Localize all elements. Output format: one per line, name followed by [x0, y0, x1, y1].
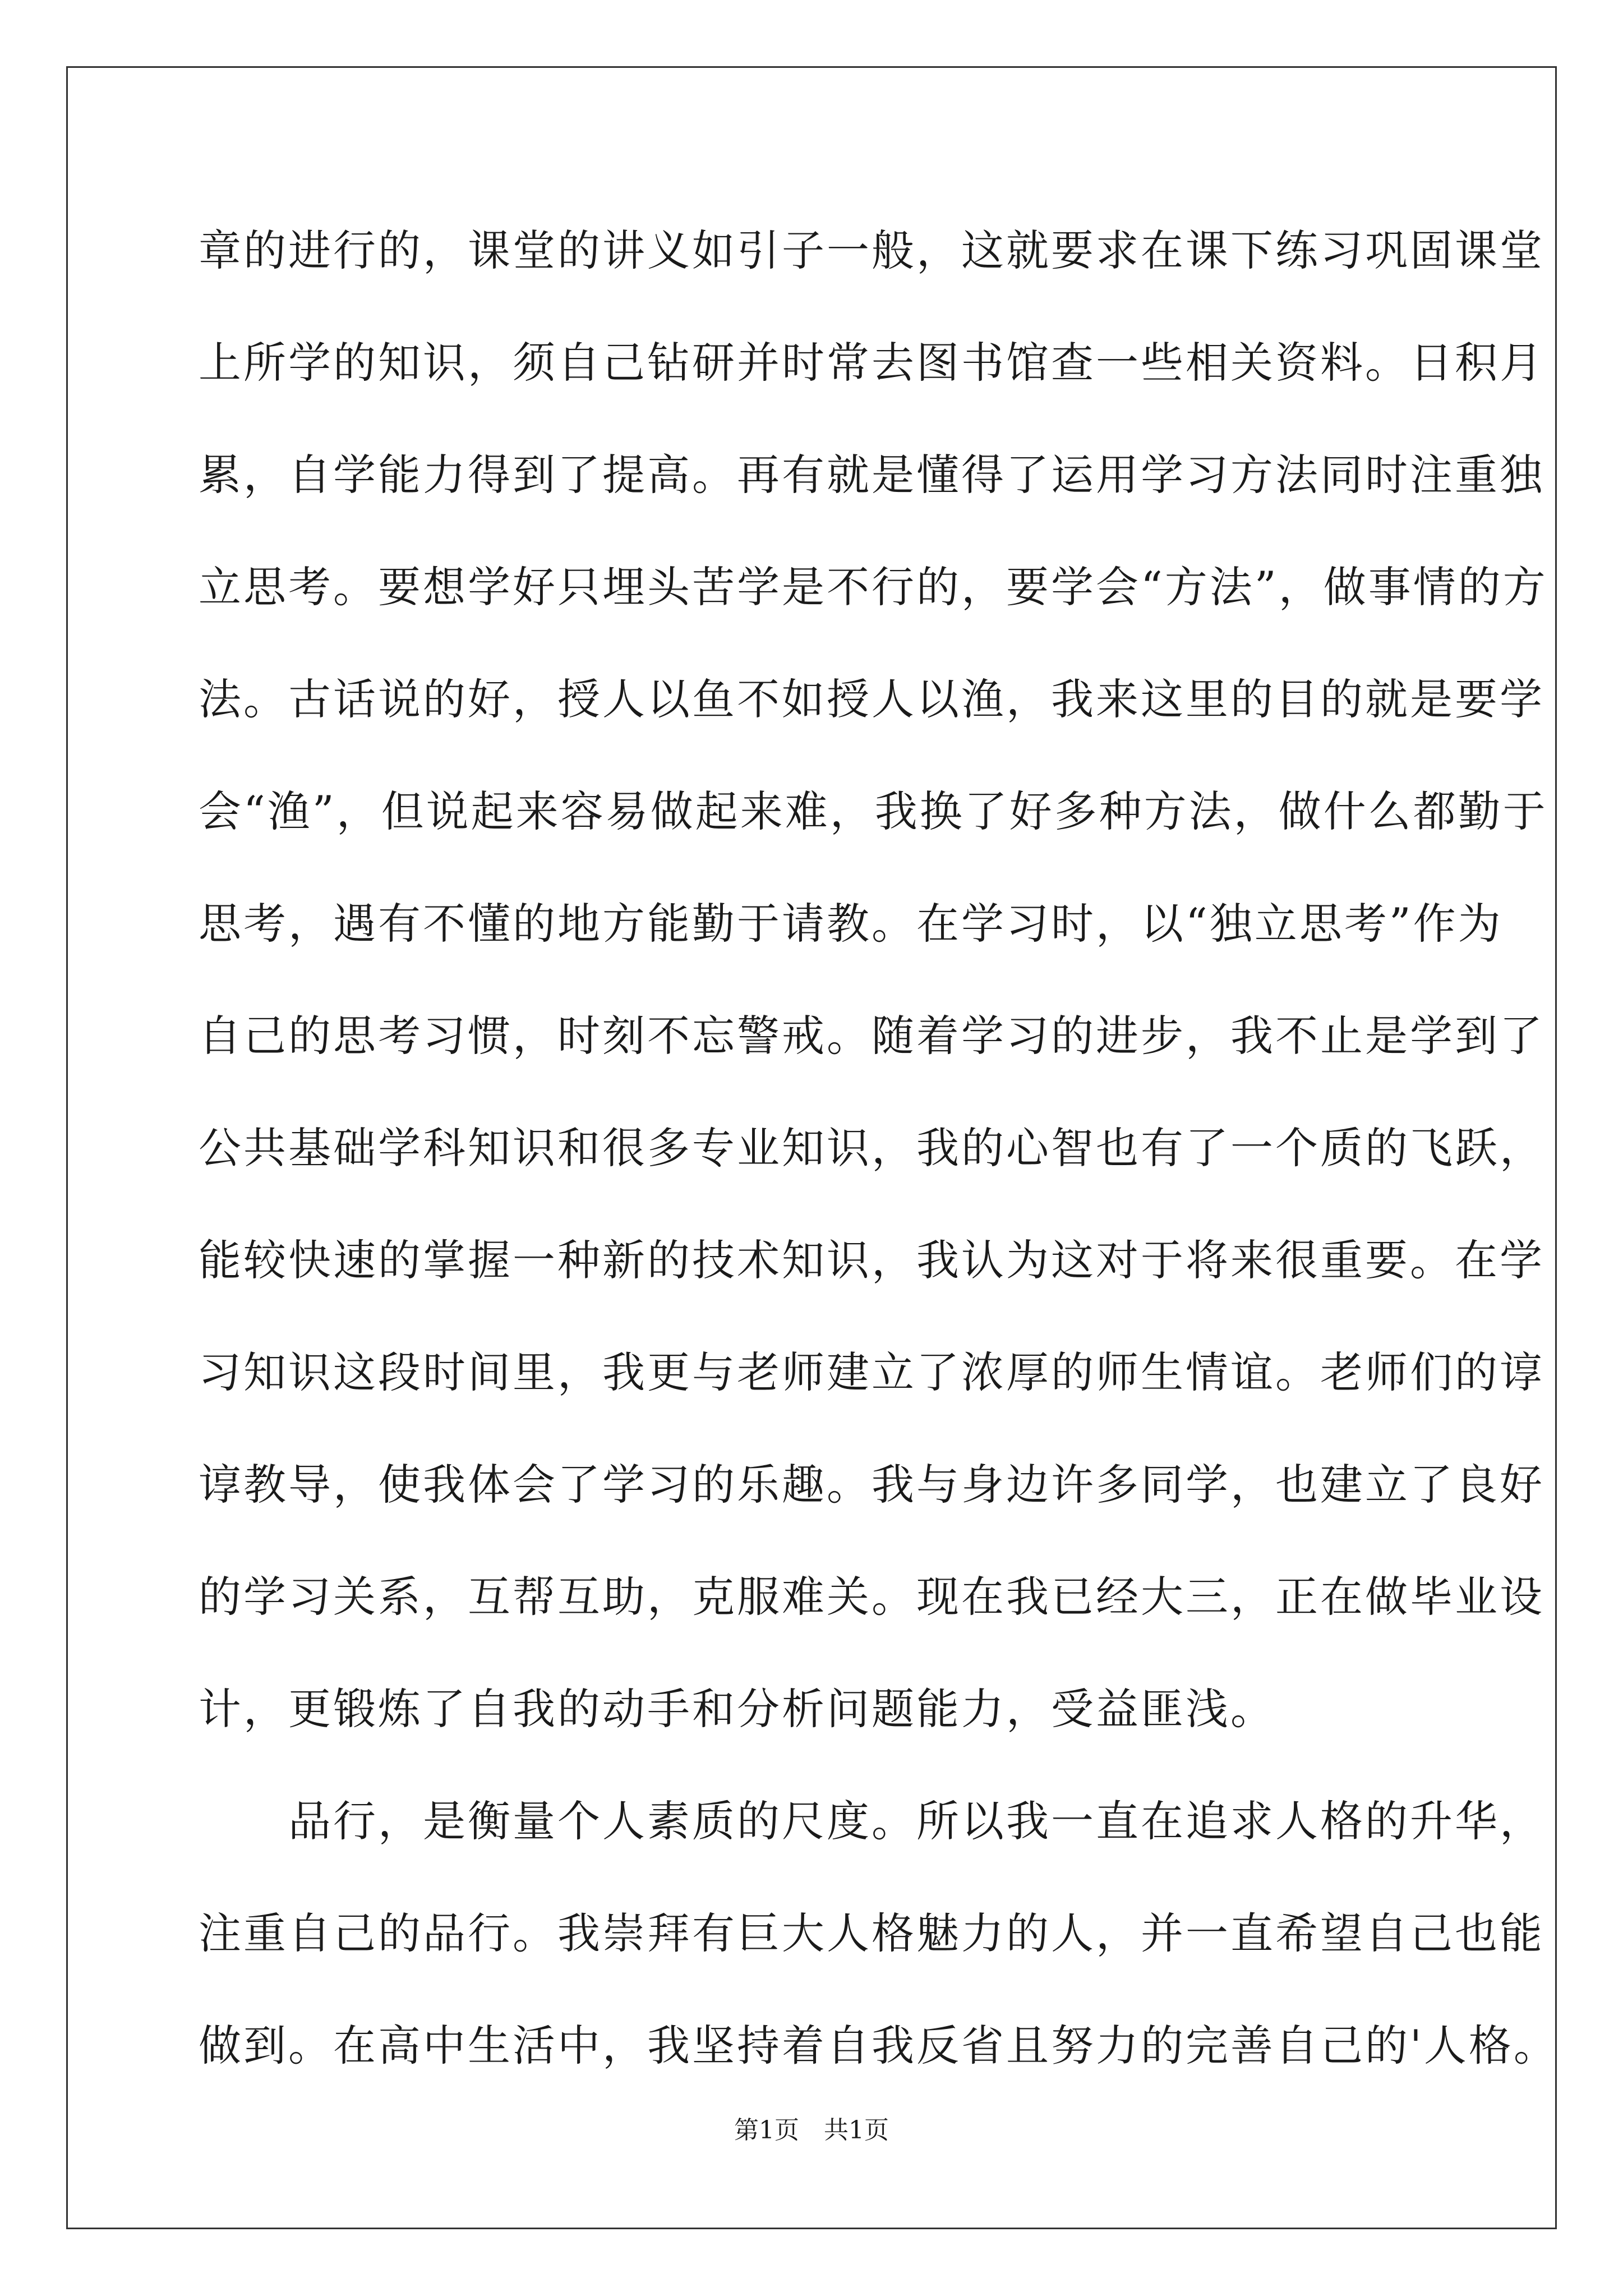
text-line: 习知识这段时间里，我更与老师建立了浓厚的师生情谊。老师们的谆: [199, 1347, 1544, 1397]
text-line: 计，更锻炼了自我的动手和分析问题能力，受益匪浅。: [199, 1684, 1275, 1734]
text-line: 的学习关系，互帮互助，克服难关。现在我已经大三，正在做毕业设: [199, 1572, 1544, 1622]
text-line: 累，自学能力得到了提高。再有就是懂得了运用学习方法同时注重独: [199, 450, 1544, 500]
text-line: 会“渔”，但说起来容易做起来难，我换了好多种方法，做什么都勤于: [199, 786, 1548, 836]
text-line: 注重自己的品行。我崇拜有巨大人格魅力的人，并一直希望自己也能: [199, 1908, 1544, 1958]
text-line: 能较快速的掌握一种新的技术知识，我认为这对于将来很重要。在学: [199, 1235, 1544, 1285]
text-line: 做到。在高中生活中，我坚持着自我反省且努力的完善自己的'人格。: [199, 2021, 1559, 2070]
text-line: 自己的思考习惯，时刻不忘警戒。随着学习的进步，我不止是学到了: [199, 1011, 1544, 1061]
text-line: 章的进行的，课堂的讲义如引子一般，这就要求在课下练习巩固课堂: [199, 226, 1544, 275]
text-line: 公共基础学科知识和很多专业知识，我的心智也有了一个质的飞跃，: [199, 1123, 1544, 1173]
text-line: 上所学的知识，须自己钻研并时常去图书馆查一些相关资料。日积月: [199, 338, 1544, 388]
text-line: 思考，遇有不懂的地方能勤于请教。在学习时，以“独立思考”作为: [199, 899, 1503, 949]
text-line: 谆教导，使我体会了学习的乐趣。我与身边许多同学，也建立了良好: [199, 1460, 1544, 1510]
text-line: 法。古话说的好，授人以鱼不如授人以渔，我来这里的目的就是要学: [199, 674, 1544, 724]
text-line: 品行，是衡量个人素质的尺度。所以我一直在追求人格的升华，: [199, 1796, 1544, 1846]
document-body: [199, 214, 1559, 2122]
page-footer: 第1页 共1页: [734, 2116, 889, 2145]
text-line: 立思考。要想学好只埋头苦学是不行的，要学会“方法”，做事情的方: [199, 562, 1548, 612]
